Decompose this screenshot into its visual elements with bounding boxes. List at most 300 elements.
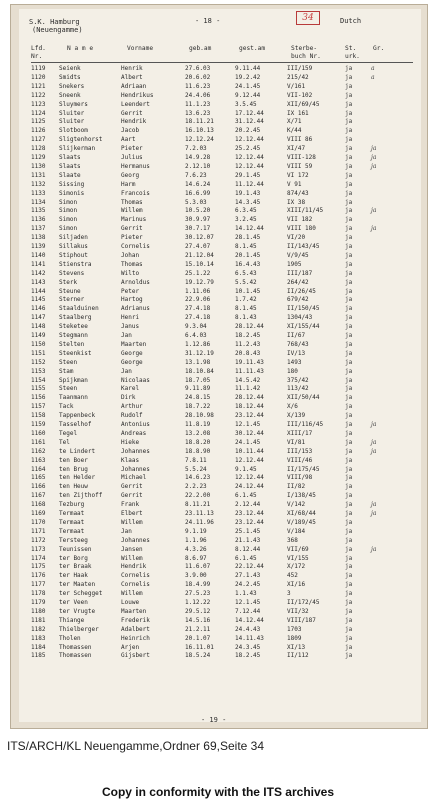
- cell-name: Simon: [59, 198, 78, 206]
- cell-vorname: Johannes: [121, 447, 150, 455]
- cell-geb: 23.11.13: [185, 510, 214, 517]
- cell-st-urk: ja: [345, 73, 353, 81]
- cell-vorname: Adalbert: [121, 625, 150, 633]
- cell-vorname: Hendrik: [121, 563, 147, 571]
- cell-gr: ja: [371, 510, 377, 517]
- cell-sterbebuch: 3: [287, 590, 291, 598]
- table-row: [11, 421, 427, 429]
- table-row: [11, 118, 427, 126]
- cell-nr: 1183: [31, 634, 46, 642]
- cell-nr: 1169: [31, 510, 46, 517]
- cell-vorname: Hermanus: [121, 162, 150, 170]
- cell-geb: 18.11.21: [185, 118, 214, 126]
- cell-nr: 1177: [31, 581, 46, 589]
- table-row: [11, 145, 427, 153]
- camp-subname: (Neuengamme): [32, 26, 83, 34]
- cell-gest: 14.5.42: [235, 376, 261, 384]
- cell-st-urk: ja: [345, 465, 353, 473]
- cell-nr: 1179: [31, 599, 46, 606]
- cell-name: Slijkerman: [59, 145, 96, 153]
- cell-geb: 31.12.19: [185, 349, 214, 357]
- cell-gest: 8.12.44: [235, 545, 261, 553]
- cell-st-urk: ja: [345, 545, 353, 553]
- cell-gest: 8.1.45: [235, 305, 257, 313]
- cell-st-urk: ja: [345, 501, 353, 509]
- cell-gest: 22.12.44: [235, 563, 264, 571]
- cell-nr: 1125: [31, 118, 46, 126]
- cell-vorname: Willem: [121, 518, 143, 526]
- cell-geb: 1.12.22: [185, 599, 211, 606]
- cell-st-urk: ja: [345, 234, 353, 242]
- cell-vorname: Jan: [121, 367, 132, 375]
- cell-sterbebuch: XI/68/44: [287, 510, 316, 517]
- table-row: [11, 537, 427, 545]
- cell-nr: 1141: [31, 260, 46, 268]
- cell-gest: 23.12.44: [235, 510, 264, 517]
- cell-name: Sluiter: [59, 118, 85, 126]
- cell-name: Thomassen: [59, 643, 92, 651]
- cell-geb: 9.11.89: [185, 385, 211, 393]
- cell-nr: 1170: [31, 518, 46, 526]
- cell-vorname: Jan: [121, 332, 132, 339]
- cell-name: Sneenk: [59, 91, 81, 99]
- table-row: [11, 590, 427, 598]
- cell-geb: 5.3.03: [185, 198, 207, 206]
- cell-geb: 7.8.11: [185, 456, 207, 464]
- cell-sterbebuch: III/153: [287, 447, 313, 455]
- cell-nr: 1155: [31, 385, 46, 393]
- cell-geb: 27.5.23: [185, 590, 211, 598]
- cell-nr: 1140: [31, 251, 46, 259]
- table-row: [11, 394, 427, 402]
- cell-sterbebuch: 1809: [287, 634, 302, 642]
- cell-vorname: Pieter: [121, 145, 143, 153]
- cell-sterbebuch: XIII/11/45: [287, 207, 324, 215]
- cell-gr: ja: [371, 207, 377, 215]
- cell-gest: 6.5.43: [235, 269, 257, 277]
- cell-nr: 1164: [31, 465, 46, 473]
- cell-st-urk: ja: [345, 438, 353, 446]
- cell-st-urk: ja: [345, 358, 353, 366]
- cell-sterbebuch: XI/155/44: [287, 323, 320, 331]
- cell-sterbebuch: VIII 180: [287, 225, 316, 233]
- cell-vorname: Albert: [121, 73, 143, 81]
- table-row: [11, 181, 427, 189]
- cell-vorname: Hartog: [121, 296, 143, 304]
- table-row: [11, 252, 427, 260]
- cell-vorname: Cornelis: [121, 581, 150, 589]
- cell-nr: 1154: [31, 376, 46, 384]
- cell-gest: 1.7.42: [235, 296, 257, 304]
- cell-st-urk: ja: [345, 527, 353, 535]
- cell-geb: 27.4.07: [185, 243, 211, 250]
- cell-gest: 11.1.42: [235, 385, 261, 393]
- cell-name: Tack: [59, 403, 74, 411]
- cell-nr: 1165: [31, 474, 46, 482]
- cell-nr: 1134: [31, 198, 46, 206]
- cell-geb: 10.5.20: [185, 207, 211, 215]
- cell-name: Thiange: [59, 616, 85, 624]
- table-row: [11, 528, 427, 536]
- cell-name: Termaat: [59, 518, 85, 526]
- table-row: [11, 314, 427, 322]
- table-row: [11, 243, 427, 251]
- cell-geb: 15.10.14: [185, 260, 214, 268]
- cell-name: Slotboom: [59, 127, 88, 135]
- cell-name: ter Maaten: [59, 581, 96, 589]
- cell-name: Thomassen: [59, 652, 92, 660]
- col-header-st: [345, 45, 360, 60]
- table-row: [11, 270, 427, 278]
- cell-geb: 9.1.19: [185, 527, 207, 535]
- cell-sterbebuch: 1493: [287, 358, 302, 366]
- cell-name: Thielberger: [59, 625, 99, 633]
- cell-sterbebuch: II/112: [287, 652, 309, 660]
- cell-vorname: Nicolaas: [121, 376, 150, 384]
- cell-vorname: Johannes: [121, 536, 150, 544]
- cell-geb: 30.7.17: [185, 225, 211, 233]
- cell-geb: 13.2.08: [185, 429, 211, 437]
- cell-vorname: Harm: [121, 180, 136, 188]
- cell-name: Steen: [59, 358, 78, 366]
- table-row: [11, 216, 427, 224]
- cell-st-urk: ja: [345, 154, 353, 161]
- cell-name: ten Brug: [59, 465, 88, 473]
- cell-st-urk: ja: [345, 412, 353, 420]
- table-row: [11, 101, 427, 109]
- cell-sterbebuch: XI/16: [287, 581, 306, 589]
- page-stamp: [296, 11, 320, 25]
- cell-gest: 19.2.42: [235, 73, 261, 81]
- cell-name: Tappenbeck: [59, 412, 96, 420]
- cell-gest: 8.1.43: [235, 314, 257, 322]
- cell-gest: 11.11.43: [235, 367, 264, 375]
- cell-nr: 1133: [31, 189, 46, 197]
- cell-st-urk: ja: [345, 296, 353, 304]
- cell-gest: 12.12.44: [235, 154, 264, 161]
- cell-nr: 1119: [31, 65, 46, 72]
- cell-st-urk: ja: [345, 91, 353, 99]
- table-row: [11, 74, 427, 82]
- cell-sterbebuch: XII/50/44: [287, 394, 320, 402]
- cell-sterbebuch: VIII/98: [287, 474, 313, 482]
- table-row: [11, 652, 427, 660]
- cell-st-urk: ja: [345, 207, 353, 215]
- cell-geb: 30.12.07: [185, 234, 214, 242]
- table-row: [11, 305, 427, 313]
- cell-name: Simonis: [59, 189, 85, 197]
- col-header-gest: [239, 45, 265, 53]
- cell-geb: 3.9.00: [185, 572, 207, 580]
- cell-name: Snekers: [59, 82, 85, 90]
- cell-gest: 6.3.45: [235, 207, 257, 215]
- cell-st-urk: ja: [345, 385, 353, 393]
- cell-vorname: Peter: [121, 287, 140, 295]
- table-row: [11, 341, 427, 349]
- cell-vorname: Georg: [121, 171, 140, 179]
- cell-sterbebuch: 375/42: [287, 376, 309, 384]
- cell-geb: 24.4.06: [185, 91, 211, 99]
- cell-nr: 1120: [31, 73, 46, 81]
- cell-geb: 14.9.28: [185, 154, 211, 161]
- cell-vorname: Arthur: [121, 403, 143, 411]
- cell-vorname: Thomas: [121, 260, 143, 268]
- cell-gest: 14.11.43: [235, 634, 264, 642]
- cell-name: ten Helder: [59, 474, 96, 482]
- cell-name: Sterner: [59, 296, 85, 304]
- cell-vorname: Antonius: [121, 421, 150, 428]
- cell-vorname: Leendert: [121, 100, 150, 108]
- cell-gr: a: [371, 73, 375, 81]
- cell-name: Stegmann: [59, 332, 88, 339]
- cell-gest: 20.1.45: [235, 251, 261, 259]
- cell-st-urk: ja: [345, 456, 353, 464]
- cell-geb: 7.6.23: [185, 171, 207, 179]
- cell-nr: 1160: [31, 429, 46, 437]
- cell-vorname: Thomas: [121, 198, 143, 206]
- col-header-gest-text: gest.am: [239, 45, 266, 52]
- cell-name: ter Schegget: [59, 590, 103, 598]
- cell-nr: 1157: [31, 403, 46, 411]
- cell-name: Slaats: [59, 154, 81, 161]
- cell-name: Tel: [59, 438, 70, 446]
- cell-name: ter Braak: [59, 563, 92, 571]
- cell-gest: 18.12.44: [235, 403, 264, 411]
- cell-geb: 24.11.96: [185, 518, 214, 526]
- cell-gest: 10.11.44: [235, 447, 264, 455]
- cell-sterbebuch: III/159: [287, 65, 313, 72]
- cell-nr: 1142: [31, 269, 46, 277]
- cell-sterbebuch: V/142: [287, 501, 306, 509]
- cell-sterbebuch: VII/32: [287, 607, 309, 615]
- cell-st-urk: ja: [345, 510, 353, 517]
- cell-name: ter Haak: [59, 572, 88, 580]
- cell-sterbebuch: IX 161: [287, 109, 309, 117]
- cell-name: Sluiter: [59, 109, 85, 117]
- cell-vorname: Jansen: [121, 545, 143, 553]
- cell-sterbebuch: K/44: [287, 127, 302, 135]
- cell-sterbebuch: V/161: [287, 82, 306, 90]
- cell-nr: 1145: [31, 296, 46, 304]
- cell-st-urk: ja: [345, 367, 353, 375]
- table-row: [11, 172, 427, 180]
- cell-sterbebuch: III/187: [287, 269, 313, 277]
- table-row: [11, 207, 427, 215]
- cell-vorname: Gerrit: [121, 492, 143, 500]
- table-row: [11, 581, 427, 589]
- cell-st-urk: ja: [345, 287, 353, 295]
- cell-nr: 1138: [31, 234, 46, 242]
- cell-st-urk: ja: [345, 305, 353, 313]
- cell-sterbebuch: 180: [287, 367, 298, 375]
- cell-nr: 1167: [31, 492, 46, 500]
- cell-name: Staalduinen: [59, 305, 99, 313]
- cell-sterbebuch: 113/42: [287, 385, 309, 393]
- cell-nr: 1175: [31, 563, 46, 571]
- cell-st-urk: ja: [345, 136, 353, 144]
- cell-st-urk: ja: [345, 180, 353, 188]
- table-row: [11, 377, 427, 385]
- cell-name: Stiphout: [59, 251, 88, 259]
- cell-sterbebuch: VIII/187: [287, 616, 316, 624]
- cell-nr: 1159: [31, 421, 46, 428]
- cell-gest: 12.12.44: [235, 162, 264, 170]
- cell-st-urk: ja: [345, 607, 353, 615]
- cell-st-urk: ja: [345, 590, 353, 598]
- cell-vorname: Jacob: [121, 127, 140, 135]
- cell-gest: 14.3.45: [235, 198, 261, 206]
- cell-gest: 25.2.45: [235, 145, 261, 153]
- cell-geb: 16.10.13: [185, 127, 214, 135]
- cell-nr: 1168: [31, 501, 46, 509]
- cell-st-urk: ja: [345, 403, 353, 411]
- cell-gest: 6.1.45: [235, 492, 257, 500]
- cell-geb: 29.5.12: [185, 607, 211, 615]
- cell-name: ten Boer: [59, 456, 88, 464]
- cell-geb: 13.6.23: [185, 109, 211, 117]
- table-row: [11, 608, 427, 616]
- cell-st-urk: ja: [345, 394, 353, 402]
- cell-name: Smidts: [59, 73, 81, 81]
- cell-st-urk: ja: [345, 349, 353, 357]
- cell-vorname: Janus: [121, 323, 140, 331]
- cell-gr: ja: [371, 501, 377, 509]
- cell-name: Slaats: [59, 162, 81, 170]
- cell-nr: 1123: [31, 100, 46, 108]
- document-scan: [10, 4, 428, 729]
- cell-vorname: Wilto: [121, 269, 140, 277]
- cell-nr: 1135: [31, 207, 46, 215]
- cell-sterbebuch: 368: [287, 536, 298, 544]
- cell-st-urk: ja: [345, 474, 353, 482]
- cell-vorname: Aart: [121, 136, 136, 144]
- cell-geb: 8.6.97: [185, 554, 207, 562]
- table-row: [11, 403, 427, 411]
- cell-name: Tholen: [59, 634, 81, 642]
- cell-geb: 16.6.99: [185, 189, 211, 197]
- cell-vorname: Hieke: [121, 438, 140, 446]
- cell-name: Tegel: [59, 429, 78, 437]
- cell-name: Termaat: [59, 510, 85, 517]
- table-row: [11, 466, 427, 474]
- cell-gr: ja: [371, 438, 377, 446]
- cell-gest: 14.12.44: [235, 225, 264, 233]
- cell-name: Steketee: [59, 323, 88, 331]
- cell-st-urk: ja: [345, 332, 353, 339]
- cell-st-urk: ja: [345, 536, 353, 544]
- cell-gr: ja: [371, 447, 377, 455]
- cell-st-urk: ja: [345, 616, 353, 624]
- table-row: [11, 92, 427, 100]
- cell-sterbebuch: X/6: [287, 403, 298, 411]
- cell-geb: 18.5.24: [185, 652, 211, 660]
- cell-sterbebuch: VI/155: [287, 554, 309, 562]
- cell-geb: 18.4.99: [185, 581, 211, 589]
- cell-gest: 25.1.45: [235, 527, 261, 535]
- cell-nr: 1184: [31, 643, 46, 651]
- cell-sterbebuch: V/189/45: [287, 518, 316, 526]
- col-header-gr: [373, 45, 384, 53]
- table-row: [11, 154, 427, 162]
- cell-vorname: Gerrit: [121, 483, 143, 491]
- table-row: [11, 350, 427, 358]
- cell-sterbebuch: XI/13: [287, 643, 306, 651]
- cell-st-urk: ja: [345, 652, 353, 660]
- cell-sterbebuch: VII-102: [287, 91, 313, 99]
- cell-gest: 17.12.44: [235, 109, 264, 117]
- cell-vorname: Arnoldus: [121, 278, 150, 286]
- cell-sterbebuch: XI/47: [287, 145, 306, 153]
- cell-geb: 9.3.04: [185, 323, 207, 331]
- cell-geb: 4.3.26: [185, 545, 207, 553]
- cell-sterbebuch: VIII-128: [287, 154, 316, 161]
- table-row: [11, 127, 427, 135]
- cell-sterbebuch: V 91: [287, 180, 302, 188]
- cell-st-urk: ja: [345, 216, 353, 224]
- cell-sterbebuch: II/26/45: [287, 287, 316, 295]
- cell-nr: 1147: [31, 314, 46, 322]
- cell-sterbebuch: II/172/45: [287, 599, 320, 606]
- cell-nr: 1148: [31, 323, 46, 331]
- cell-sterbebuch: V/9/45: [287, 251, 309, 259]
- cell-gest: 12.12.44: [235, 136, 264, 144]
- cell-nr: 1144: [31, 287, 46, 295]
- cell-nr: 1182: [31, 625, 46, 633]
- cell-vorname: Johan: [121, 251, 140, 259]
- cell-geb: 1.1.96: [185, 536, 207, 544]
- cell-sterbebuch: II/67: [287, 332, 306, 339]
- cell-name: Taanmann: [59, 394, 88, 402]
- table-row: [11, 110, 427, 118]
- cell-geb: 14.5.16: [185, 616, 211, 624]
- cell-vorname: Johannes: [121, 465, 150, 473]
- cell-geb: 16.11.01: [185, 643, 214, 651]
- cell-gr: ja: [371, 421, 377, 428]
- cell-st-urk: ja: [345, 118, 353, 126]
- cell-geb: 1.11.06: [185, 287, 211, 295]
- cell-gr: ja: [371, 162, 377, 170]
- cell-gest: 28.1.45: [235, 234, 261, 242]
- cell-gest: 12.1.45: [235, 421, 261, 428]
- cell-gest: 24.3.45: [235, 643, 261, 651]
- cell-vorname: Michael: [121, 474, 147, 482]
- cell-sterbebuch: IX 38: [287, 198, 306, 206]
- cell-name: ten Zijthoff: [59, 492, 103, 500]
- cell-sterbebuch: II/175/45: [287, 465, 320, 473]
- cell-st-urk: ja: [345, 65, 353, 72]
- cell-vorname: Pieter: [121, 234, 143, 242]
- cell-st-urk: ja: [345, 100, 353, 108]
- cell-name: Spijkman: [59, 376, 88, 384]
- cell-st-urk: ja: [345, 625, 353, 633]
- col-header-name-text: N a m e: [67, 45, 94, 52]
- cell-sterbebuch: 1905: [287, 260, 302, 268]
- cell-vorname: Willem: [121, 554, 143, 562]
- cell-st-urk: ja: [345, 127, 353, 135]
- cell-st-urk: ja: [345, 251, 353, 259]
- cell-gest: 12.1.45: [235, 599, 261, 606]
- cell-gest: 9.1.45: [235, 465, 257, 473]
- cell-gest: 28.12.44: [235, 394, 264, 402]
- cell-gest: 12.12.44: [235, 456, 264, 464]
- table-row: [11, 296, 427, 304]
- cell-vorname: Hendrikus: [121, 91, 154, 99]
- table-row: [11, 163, 427, 171]
- table-row: [11, 555, 427, 563]
- cell-st-urk: ja: [345, 340, 353, 348]
- cell-sterbebuch: X/71: [287, 118, 302, 126]
- cell-st-urk: ja: [345, 483, 353, 491]
